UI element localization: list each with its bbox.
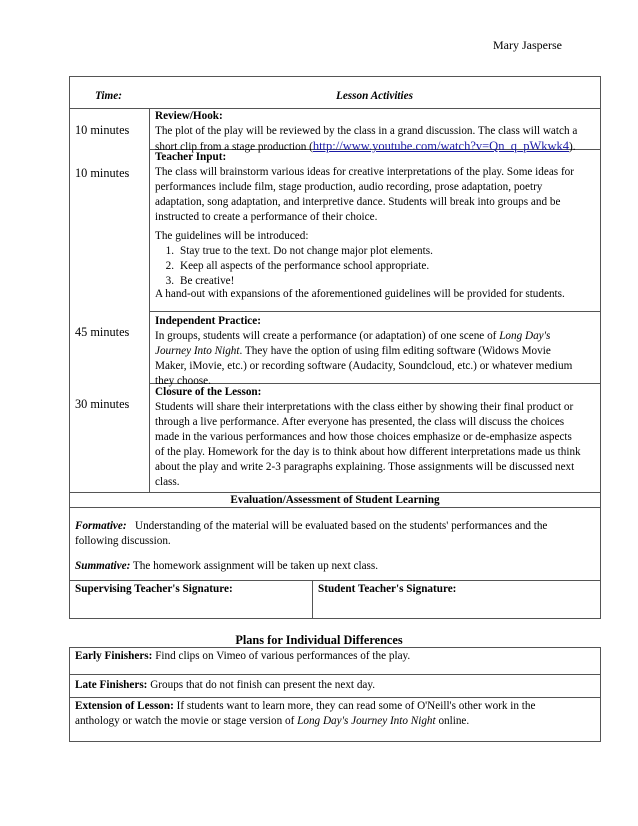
- late-finishers: Late Finishers: Groups that do not finish can present the next day.: [75, 679, 376, 691]
- row-divider: [149, 311, 601, 312]
- row-text: about the play and write 2-3 paragraphs explaining. Those assignments will be discussed next: [155, 461, 575, 473]
- teacher-input-cell: [155, 150, 574, 225]
- row-text: The class will brainstorm various ideas for creative interpretations of the play. Some ideas for: [155, 166, 574, 178]
- author-name: Mary Jasperse: [493, 38, 562, 52]
- student-signature-label: Student Teacher's Signature:: [318, 583, 457, 595]
- extension-of-lesson: Extension of Lesson: If students want to learn more, they can read some of O'Neill's other work in the anthology or watch the movie or stage version of Long Day's Journey Into Night online.: [75, 700, 536, 727]
- row-divider: [69, 697, 601, 698]
- signature-divider: [312, 580, 313, 619]
- list-item: 2. Keep all aspects of the performance school appropriate.: [165, 260, 430, 272]
- time-column-divider: [149, 108, 150, 492]
- row-text: Students will share their interpretations with the class either by showing their final product or: [155, 401, 574, 413]
- evaluation-heading: Evaluation/Assessment of Student Learning: [230, 494, 440, 506]
- review-hook-cell: [155, 109, 577, 155]
- row-text: they choose.: [155, 375, 211, 387]
- row-text: The plot of the play will be reviewed by the class in a grand discussion. The class will watch a: [155, 125, 578, 137]
- row-text: Journey Into Night. They have the option of using film editing software (Widows Movie: [155, 345, 551, 357]
- row-title: Review/Hook:: [155, 110, 223, 122]
- time-cell: 45 minutes: [75, 325, 130, 339]
- row-text: class.: [155, 476, 180, 488]
- list-item: 3. Be creative!: [165, 275, 235, 287]
- differences-title: Plans for Individual Differences: [235, 633, 403, 647]
- early-finishers: Early Finishers: Find clips on Vimeo of various performances of the play.: [75, 650, 411, 662]
- row-text: performances include film, stage production, audio recording, prose adaptation, poetry: [155, 181, 543, 193]
- guidelines-intro: The guidelines will be introduced:: [155, 230, 309, 242]
- row-text: short clip from a stage production (http://www.youtube.com/watch?v=Qn_q_pWkwk4).: [155, 139, 576, 153]
- row-text: Maker, iMovie, etc.) or recording software (Audacity, Soundcloud, etc.) or whatever medium: [155, 360, 573, 372]
- row-text: of the play. Homework for the day is to think about how different interpretations made us think: [155, 446, 581, 458]
- row-title: Independent Practice:: [155, 315, 261, 327]
- row-title: Closure of the Lesson:: [155, 386, 262, 398]
- time-cell: 10 minutes: [75, 123, 130, 137]
- row-text: instructed to create a performance of their choice.: [155, 211, 378, 223]
- row-text: made in the various performances and how those choices emphasize or de-emphasize aspects: [155, 431, 572, 443]
- time-cell: 30 minutes: [75, 397, 130, 411]
- row-divider: [69, 580, 601, 581]
- row-text: through a live performance. After everyone has presented, the class will discuss the choices: [155, 416, 565, 428]
- formative-section: Formative: Understanding of the material will be evaluated based on the students' performances and the following discussion.: [75, 520, 548, 547]
- activities-heading: Lesson Activities: [336, 90, 413, 102]
- time-cell: 10 minutes: [75, 166, 130, 180]
- supervising-signature-label: Supervising Teacher's Signature:: [75, 583, 233, 595]
- row-divider: [69, 674, 601, 675]
- row-title: Teacher Input:: [155, 151, 227, 163]
- time-heading: Time:: [95, 90, 122, 102]
- row-text: In groups, students will create a performance (or adaptation) of one scene of Long Day's: [155, 330, 551, 342]
- list-item: 1. Stay true to the text. Do not change major plot elements.: [165, 245, 433, 257]
- summative-section: Summative: The homework assignment will be taken up next class.: [75, 560, 379, 572]
- guidelines-list: [155, 244, 433, 289]
- youtube-link[interactable]: http://www.youtube.com/watch?v=Qn_q_pWkwk4: [312, 139, 570, 153]
- handout-note: A hand-out with expansions of the aforementioned guidelines will be provided for students.: [155, 288, 565, 300]
- row-text: adaptation, song adaptation, and interpretive dance. Students will break into groups and be: [155, 196, 561, 208]
- closure-cell: [155, 385, 581, 490]
- independent-practice-cell: [155, 314, 572, 389]
